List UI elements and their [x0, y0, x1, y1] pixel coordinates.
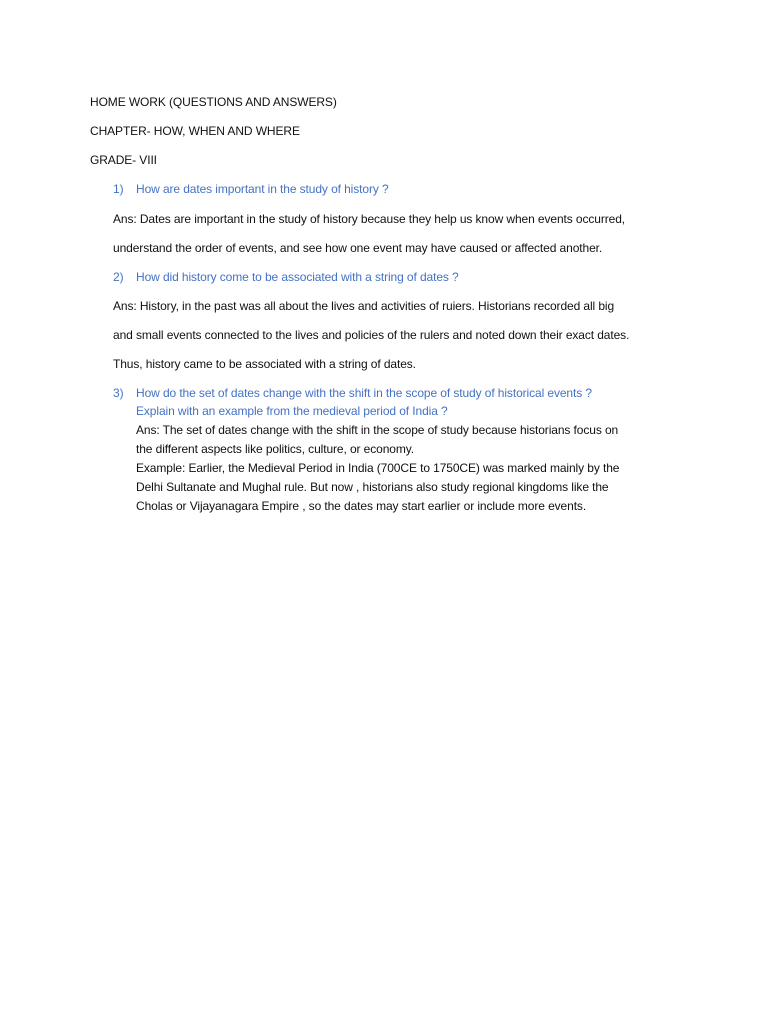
answer-text: the different aspects like politics, culture, or economy. — [136, 442, 414, 456]
answer-text: Cholas or Vijayanagara Empire , so the dates may start earlier or include more events. — [136, 499, 587, 513]
question-text: How do the set of dates change with the shift in the scope of study of historical events ? — [136, 386, 592, 400]
answer-text: Ans: History, in the past was all about the lives and activities of ruiers. Historians recorded all big — [113, 299, 615, 313]
answer-text: understand the order of events, and see how one event may have caused or affected another. — [113, 241, 603, 255]
answer-text: Delhi Sultanate and Mughal rule. But now , historians also study regional kingdoms like the — [136, 480, 609, 494]
question-text: How are dates important in the study of history ? — [136, 182, 389, 196]
question-number: 1) — [113, 182, 124, 196]
answer-text: Example: Earlier, the Medieval Period in India (700CE to 1750CE) was marked mainly by the — [136, 461, 620, 475]
answer-text: Thus, history came to be associated with a string of dates. — [113, 357, 416, 371]
answer-text: Ans: Dates are important in the study of history because they help us know when events occurred, — [113, 212, 626, 226]
question-text: Explain with an example from the medieval period of India ? — [136, 404, 448, 418]
question-number: 3) — [113, 386, 124, 400]
answer-text: and small events connected to the lives and policies of the rulers and noted down their exact dates. — [113, 328, 630, 342]
question-number: 2) — [113, 270, 124, 284]
chapter-heading: CHAPTER- HOW, WHEN AND WHERE — [90, 124, 300, 138]
question-text: How did history come to be associated with a string of dates ? — [136, 270, 459, 284]
grade-heading: GRADE- VIII — [90, 153, 157, 167]
answer-text: Ans: The set of dates change with the shift in the scope of study because historians focus on — [136, 423, 619, 437]
document-title: HOME WORK (QUESTIONS AND ANSWERS) — [90, 95, 337, 109]
